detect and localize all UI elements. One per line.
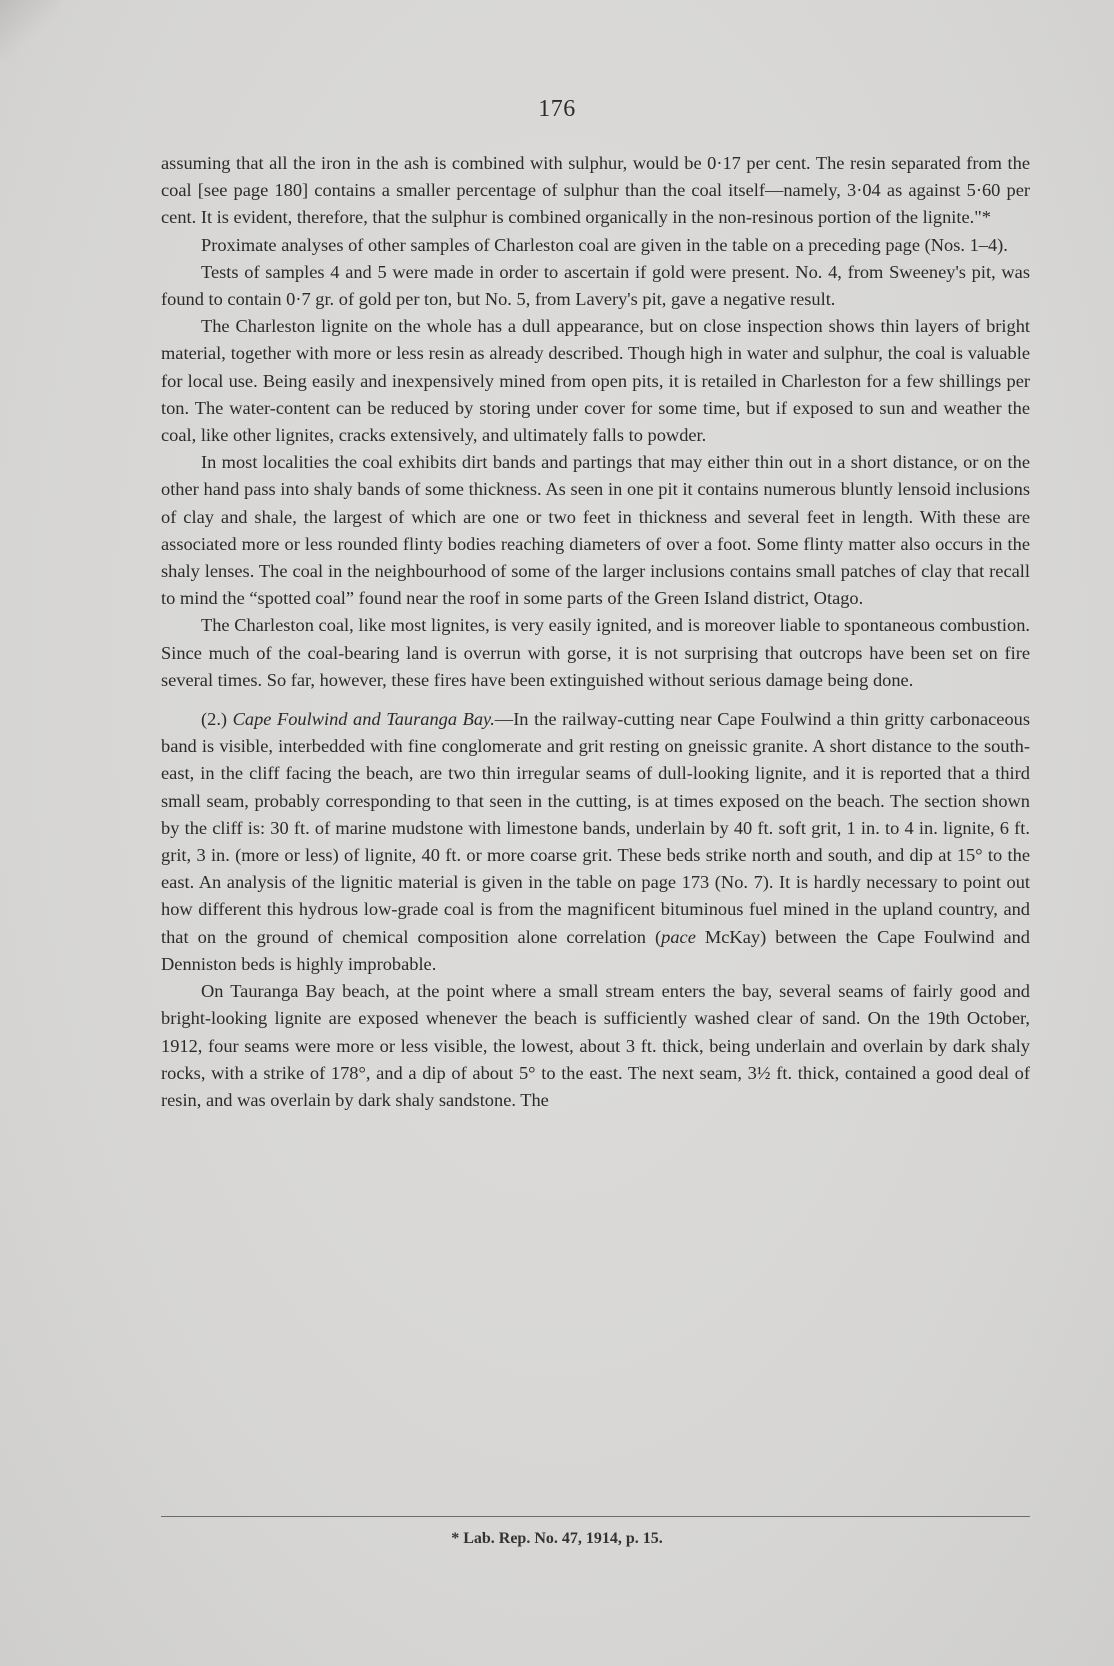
footnote-divider xyxy=(161,1516,1030,1517)
section-number: (2.) xyxy=(201,709,228,730)
page-number: 176 xyxy=(538,96,576,122)
pace-word: pace xyxy=(661,926,696,947)
paragraph-dirt-bands: In most localities the coal exhibits dirt bands and partings that may either thin out in a short distance, or on the other hand pass into shaly bands of some thickness. As seen in one pit it contains numerous bluntly lensoid inclusions of clay and shale, the largest of which are one or two feet in thickness and several feet in length. With these are associated more or less rounded flinty bodies reaching diameters of over a foot. Some flinty matter also occurs in the shaly lenses. The coal in the neighbourhood of some of the larger inclusions contains small patches of clay that recall to mind the “spotted coal” found near the roof in some parts of the Green Island district, Otago. xyxy=(161,452,1030,609)
paragraph-tauranga-bay: On Tauranga Bay beach, at the point where a small stream enters the bay, several seams of fairly good and bright-looking lignite are exposed whenever the beach is sufficiently washed clear of sand. On the 19th October, 1912, four seams were more or less visible, the lowest, about 3 ft. thick, being underlain and overlain by dark shaly rocks, with a strike of 178°, and a dip of about 5° to the east. The next seam, 3½ ft. thick, contained a good deal of resin, and was overlain by dark shaly sandstone. The xyxy=(161,981,1030,1110)
body-text xyxy=(161,150,1030,1114)
page-corner-shadow xyxy=(0,0,60,60)
paragraph-proximate-analyses: Proximate analyses of other samples of Charleston coal are given in the table on a preceding page (Nos. 1–4). xyxy=(201,234,1008,255)
section-text: —In the railway-cutting near Cape Foulwind a thin gritty carbonaceous band is visible, interbedded with fine conglomerate and grit resting on gneissic granite. A short distance to the south-east, in the cliff facing the beach, are two thin irregular seams of dull-looking lignite, and it is reported that a third small seam, probably corresponding to that seen in the cutting, is at times exposed on the beach. The section shown by the cliff is: 30 ft. of marine mudstone with limestone bands, underlain by 40 ft. soft grit, 1 in. to 4 in. lignite, 6 ft. grit, 3 in. (more or less) of lignite, 40 ft. or more coarse grit. These beds strike north and south, and dip at 15° to the east. An analysis of the lignitic material is given in the table on page 173 (No. 7). It is hardly necessary to point out how different this hydrous low-grade coal is from the magnificent bituminous fuel mined in the upland country, and that on the ground of chemical composition alone correlation ( xyxy=(161,709,1030,947)
paragraph-cape-foulwind xyxy=(161,706,1030,978)
paragraph-combustion: The Charleston coal, like most lignites, is very easily ignited, and is moreover liable to spontaneous combustion. Since much of the coal-bearing land is overrun with gorse, it is not surprising that outcrops have been set on fire several times. So far, however, these fires have been extinguished without serious damage being done. xyxy=(161,615,1030,690)
paragraph-gold-tests: Tests of samples 4 and 5 were made in order to ascertain if gold were present. No. 4, from Sweeney's pit, was found to contain 0·7 gr. of gold per ton, but No. 5, from Lavery's pit, gave a negative result. xyxy=(161,261,1030,310)
footnote: * Lab. Rep. No. 47, 1914, p. 15. xyxy=(451,1530,663,1547)
section-text-tail: McKay) between the Cape Foulwind and Denniston beds is highly improbable. xyxy=(161,926,1031,974)
paragraph-quote-continuation: assuming that all the iron in the ash is combined with sulphur, would be 0·17 per cent. The resin separated from the coal [see page 180] contains a smaller percentage of sulphur than the coal itself—namely, 3·04 as against 5·60 per cent. It is evident, therefore, that the sulphur is combined organically in the non-resinous portion of the lignite."* xyxy=(161,153,1030,228)
section-heading: Cape Foulwind and Tauranga Bay. xyxy=(232,709,495,730)
paragraph-lignite-appearance: The Charleston lignite on the whole has a dull appearance, but on close inspection shows thin layers of bright material, together with more or less resin as already described. Though high in water and sulphur, the coal is valuable for local use. Being easily and inexpensively mined from open pits, it is retailed in Charleston for a few shillings per ton. The water-content can be reduced by storing under cover for some time, but if exposed to sun and weather the coal, like other lignites, cracks extensively, and ultimately falls to powder. xyxy=(161,316,1030,446)
